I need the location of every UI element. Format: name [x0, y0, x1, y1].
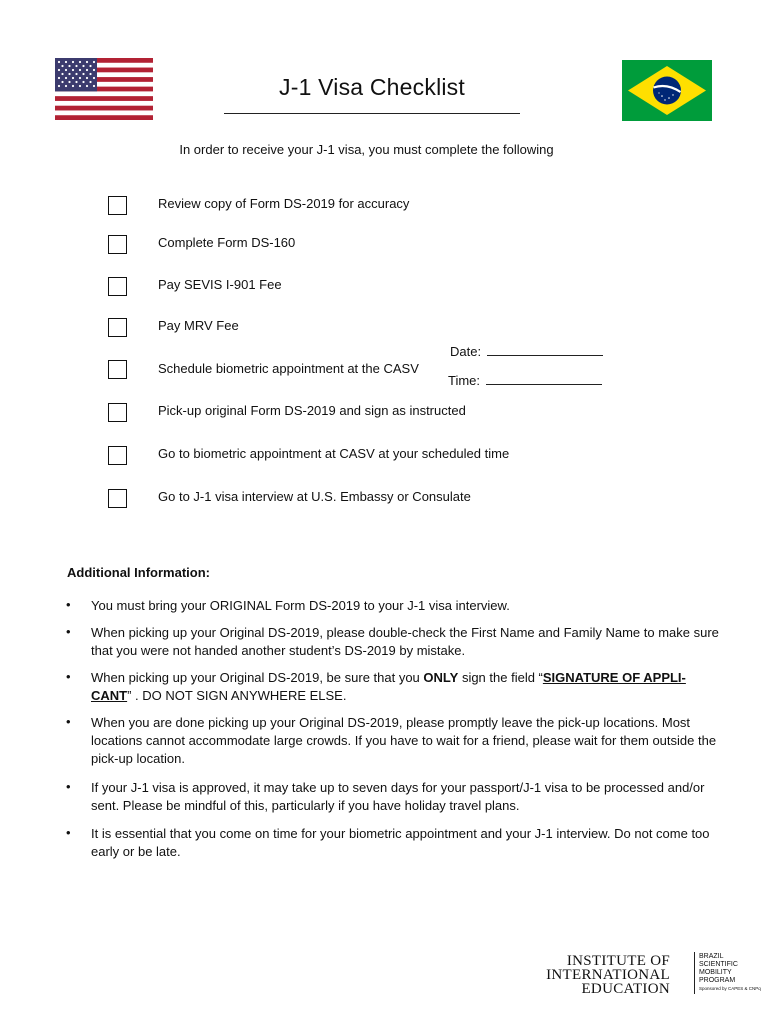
title-underline	[224, 113, 520, 114]
checkbox-mrv-fee[interactable]	[108, 318, 127, 337]
logo-side-4: PROGRAM	[699, 977, 736, 984]
logo-divider	[694, 952, 695, 994]
signature-field-name: SIGNATURE OF APPLI-	[542, 670, 686, 685]
bullet-icon: •	[66, 714, 71, 729]
checkbox-schedule-biometric[interactable]	[108, 360, 127, 379]
bullet-icon: •	[66, 669, 71, 684]
logo-line-1: INSTITUTE OF	[566, 953, 670, 969]
checklist-item-visa-interview: Go to J-1 visa interview at U.S. Embassy or Consulate	[158, 489, 471, 504]
us-flag-icon	[55, 58, 153, 120]
info-item-on-time: It is essential that you come on time for your biometric appointment and your J-1 interview. Do not come too early or be late.	[91, 826, 710, 859]
checklist-item-pickup-ds2019: Pick-up original Form DS-2019 and sign as instructed	[158, 403, 466, 418]
logo-sponsor: Sponsored by CAPES & CNPq	[699, 986, 761, 991]
logo-side-1: BRAZIL	[699, 953, 724, 960]
checkbox-sevis-fee[interactable]	[108, 277, 127, 296]
checklist-item-review-ds2019: Review copy of Form DS-2019 for accuracy	[158, 196, 410, 211]
bullet-icon: •	[66, 624, 71, 639]
bullet-icon: •	[66, 825, 71, 840]
additional-info-heading: Additional Information:	[67, 565, 210, 580]
date-blank[interactable]	[487, 343, 603, 356]
info-item-processing-time: If your J-1 visa is approved, it may take up to seven days for your passport/J-1 visa to be processed and/or sent. Please be mindful of this, particularly if you have holiday travel plans.	[91, 780, 705, 813]
info-item-signature	[91, 669, 721, 705]
info-text: ” . DO NOT SIGN ANYWHERE ELSE.	[127, 688, 347, 703]
iie-logo	[546, 950, 761, 1000]
logo-side-3: MOBILITY	[699, 969, 732, 976]
checklist-item-sevis-fee: Pay SEVIS I-901 Fee	[158, 277, 282, 292]
checklist-item-schedule-biometric: Schedule biometric appointment at the CASV	[158, 361, 419, 376]
date-field[interactable]	[450, 343, 603, 359]
info-text: sign the field “	[458, 670, 543, 685]
checkbox-review-ds2019[interactable]	[108, 196, 127, 215]
intro-text: In order to receive your J-1 visa, you must complete the following	[179, 142, 554, 157]
checklist-item-mrv-fee: Pay MRV Fee	[158, 318, 239, 333]
time-label: Time:	[448, 373, 481, 388]
checkbox-pickup-ds2019[interactable]	[108, 403, 127, 422]
checkbox-biometric-appointment[interactable]	[108, 446, 127, 465]
bullet-icon: •	[66, 597, 71, 612]
checklist-item-biometric-appointment: Go to biometric appointment at CASV at your scheduled time	[158, 446, 510, 461]
info-item-check-names: When picking up your Original DS-2019, please double-check the First Name and Family Name to make sure that you were not handed another student’s DS-2019 by mistake.	[91, 625, 719, 658]
only-emphasis: ONLY	[423, 670, 459, 685]
logo-line-2: INTERNATIONAL	[546, 967, 670, 983]
signature-field-name-cont: CANT	[91, 688, 128, 703]
time-blank[interactable]	[486, 372, 602, 385]
checkbox-visa-interview[interactable]	[108, 489, 127, 508]
checkbox-ds160[interactable]	[108, 235, 127, 254]
info-text: When picking up your Original DS-2019, be sure that you	[91, 670, 424, 685]
date-label: Date:	[450, 344, 482, 359]
info-item-leave-pickup: When you are done picking up your Original DS-2019, please promptly leave the pick-up locations. Most locations cannot accommodate large crowds. If you have to wait for a friend, please wait for them outside the pick-up location.	[91, 715, 717, 766]
info-item-bring-original: You must bring your ORIGINAL Form DS-2019 to your J-1 visa interview.	[91, 598, 510, 613]
checklist-item-ds160: Complete Form DS-160	[158, 235, 296, 250]
time-field[interactable]	[448, 372, 602, 388]
page-title: J-1 Visa Checklist	[279, 74, 465, 100]
logo-side-2: SCIENTIFIC	[699, 961, 738, 968]
logo-line-3: EDUCATION	[581, 981, 670, 997]
brazil-flag-icon	[622, 60, 712, 121]
bullet-icon: •	[66, 779, 71, 794]
